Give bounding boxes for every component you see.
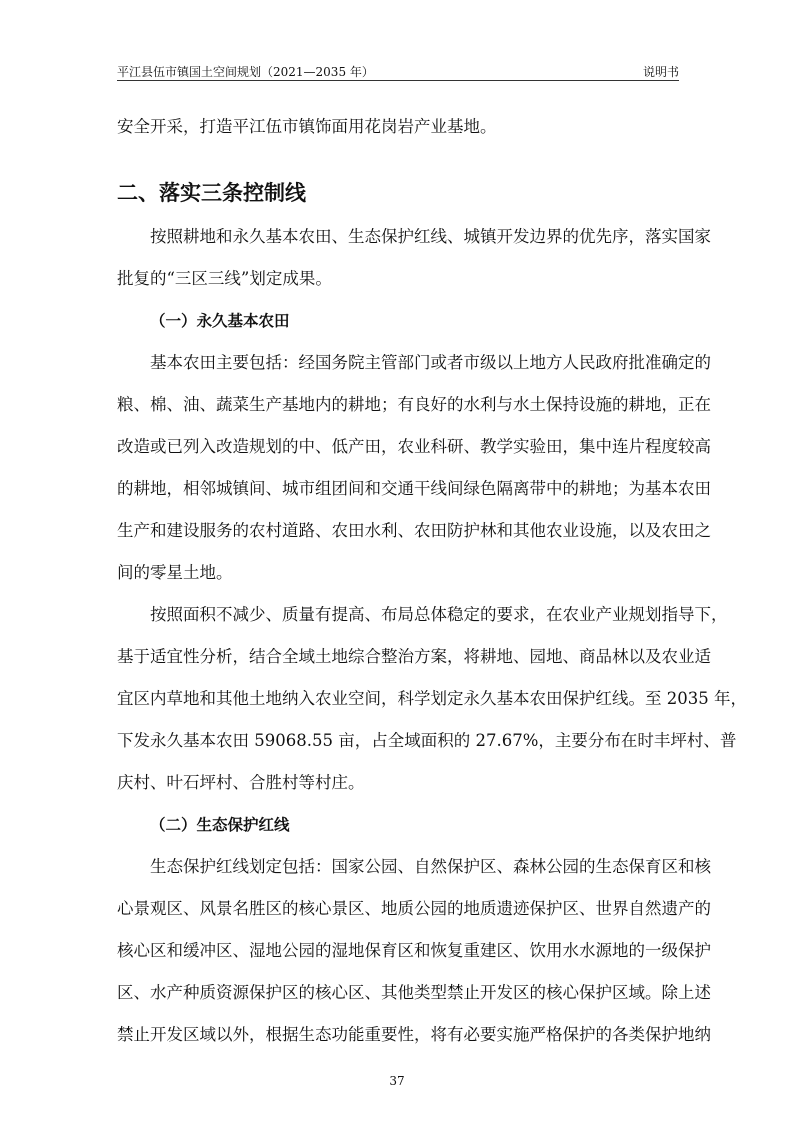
paragraph	[117, 106, 679, 148]
text-line: 批复的“三区三线”划定成果。	[117, 269, 332, 288]
paragraph	[117, 342, 711, 594]
text-line: 间的零星土地。	[117, 563, 233, 582]
subsection-heading: （二）生态保护红线	[150, 816, 290, 834]
text-line: 安全开采，打造平江伍市镇饰面用花岗岩产业基地。	[117, 117, 497, 136]
section-heading: 二、落实三条控制线	[117, 181, 306, 205]
header-title: 平江县伍市镇国土空间规划（2021—2035 年）	[117, 65, 374, 79]
header-doc-type: 说明书	[642, 65, 679, 79]
text-line: 基本农田主要包括：经国务院主管部门或者市级以上地方人民政府批准确定的	[150, 353, 711, 372]
text-line: 按照面积不减少、质量有提高、布局总体稳定的要求，在农业产业规划指导下，	[150, 605, 728, 624]
text-line: 生态保护红线划定包括：国家公园、自然保护区、森林公园的生态保育区和核	[150, 857, 711, 876]
paragraph	[117, 594, 747, 804]
page-number: 37	[389, 1074, 405, 1088]
text-line: 核心区和缓冲区、湿地公园的湿地保育区和恢复重建区、饮用水水源地的一级保护	[117, 941, 711, 960]
text-line: 禁止开发区域以外，根据生态功能重要性，将有必要实施严格保护的各类保护地纳	[117, 1025, 711, 1044]
text-line: 心景观区、风景名胜区的核心景区、地质公园的地质遗迹保护区、世界自然遗产的	[117, 899, 711, 918]
paragraph	[117, 846, 711, 1056]
document-body	[117, 106, 747, 1056]
text-line: 改造或已列入改造规划的中、低产田，农业科研、教学实验田，集中连片程度较高	[117, 437, 711, 456]
page-header	[117, 62, 679, 81]
text-line: 按照耕地和永久基本农田、生态保护红线、城镇开发边界的优先序，落实国家	[150, 227, 711, 246]
text-line: 区、水产种质资源保护区的核心区、其他类型禁止开发区的核心保护区域。除上述	[117, 983, 711, 1002]
text-line: 庆村、叶石坪村、合胜村等村庄。	[117, 773, 365, 792]
text-line: 生产和建设服务的农村道路、农田水利、农田防护林和其他农业设施，以及农田之	[117, 521, 711, 540]
text-line: 基于适宜性分析，结合全域土地综合整治方案，将耕地、园地、商品林以及农业适	[117, 647, 711, 666]
text-line: 粮、棉、油、蔬菜生产基地内的耕地；有良好的水利与水土保持设施的耕地，正在	[117, 395, 711, 414]
text-line: 下发永久基本农田 59068.55 亩，占全域面积的 27.67%，主要分布在时丰坪村、普	[117, 731, 737, 750]
paragraph	[117, 216, 711, 300]
subsection-heading: （一）永久基本农田	[150, 312, 290, 330]
text-line: 宜区内草地和其他土地纳入农业空间，科学划定永久基本农田保护红线。至 2035 年，	[117, 689, 747, 708]
text-line: 的耕地，相邻城镇间、城市组团间和交通干线间绿色隔离带中的耕地；为基本农田	[117, 479, 711, 498]
